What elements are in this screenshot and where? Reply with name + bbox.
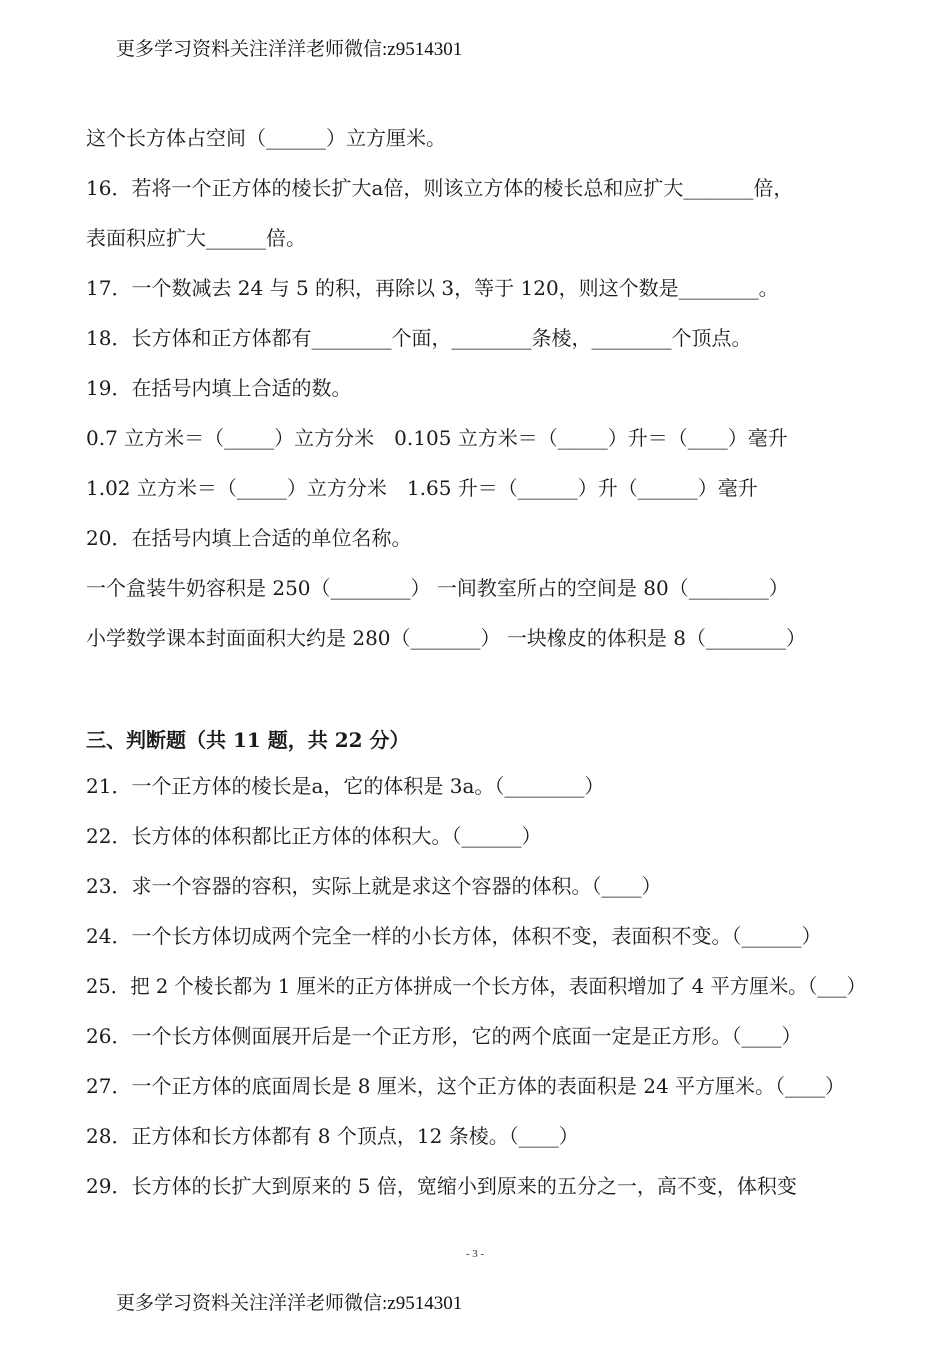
question-20: 20．在括号内填上合适的单位名称。	[86, 526, 412, 550]
question-line: 1.02 立方米＝（_____）立方分米 1.65 升＝（______）升（______）毫升	[86, 476, 758, 500]
header-note: 更多学习资料关注洋洋老师微信:z9514301	[116, 39, 463, 60]
page-number: - 3 -	[465, 1248, 485, 1260]
question-line: 表面积应扩大______倍。	[86, 226, 306, 250]
question-28: 28．正方体和长方体都有 8 个顶点，12 条棱。（____）	[86, 1124, 579, 1148]
question-25: 25．把 2 个棱长都为 1 厘米的正方体拼成一个长方体，表面积增加了 4 平方厘米。（___）	[86, 974, 866, 998]
question-18: 18．长方体和正方体都有________个面，________条棱，________个顶点。	[86, 326, 752, 350]
question-line: 0.7 立方米＝（_____）立方分米 0.105 立方米＝（_____）升＝（____）毫升	[86, 426, 788, 450]
question-line: 一个盒装牛奶容积是 250（________） 一间教室所占的空间是 80（________）	[86, 576, 789, 600]
question-21: 21．一个正方体的棱长是a，它的体积是 3a。（________）	[86, 774, 605, 798]
question-23: 23．求一个容器的容积，实际上就是求这个容器的体积。（____）	[86, 874, 662, 898]
question-27: 27．一个正方体的底面周长是 8 厘米，这个正方体的表面积是 24 平方厘米。（____）	[86, 1074, 846, 1098]
footer-note: 更多学习资料关注洋洋老师微信:z9514301	[116, 1293, 463, 1314]
question-24: 24．一个长方体切成两个完全一样的小长方体，体积不变，表面积不变。（______）	[86, 924, 822, 948]
question-16: 16．若将一个正方体的棱长扩大a倍，则该立方体的棱长总和应扩大_______倍，	[86, 176, 794, 200]
question-17: 17．一个数减去 24 与 5 的积，再除以 3，等于 120，则这个数是________。	[86, 276, 779, 300]
question-29: 29．长方体的长扩大到原来的 5 倍，宽缩小到原来的五分之一，高不变，体积变	[86, 1174, 797, 1198]
question-26: 26．一个长方体侧面展开后是一个正方形，它的两个底面一定是正方形。（____）	[86, 1024, 802, 1048]
question-line: 小学数学课本封面面积大约是 280（_______） 一块橡皮的体积是 8（________）	[86, 626, 806, 650]
question-line: 这个长方体占空间（______）立方厘米。	[86, 126, 446, 150]
question-19: 19．在括号内填上合适的数。	[86, 376, 352, 400]
section-heading: 三、判断题（共 11 题，共 22 分）	[86, 728, 410, 752]
question-22: 22．长方体的体积都比正方体的体积大。（______）	[86, 824, 542, 848]
